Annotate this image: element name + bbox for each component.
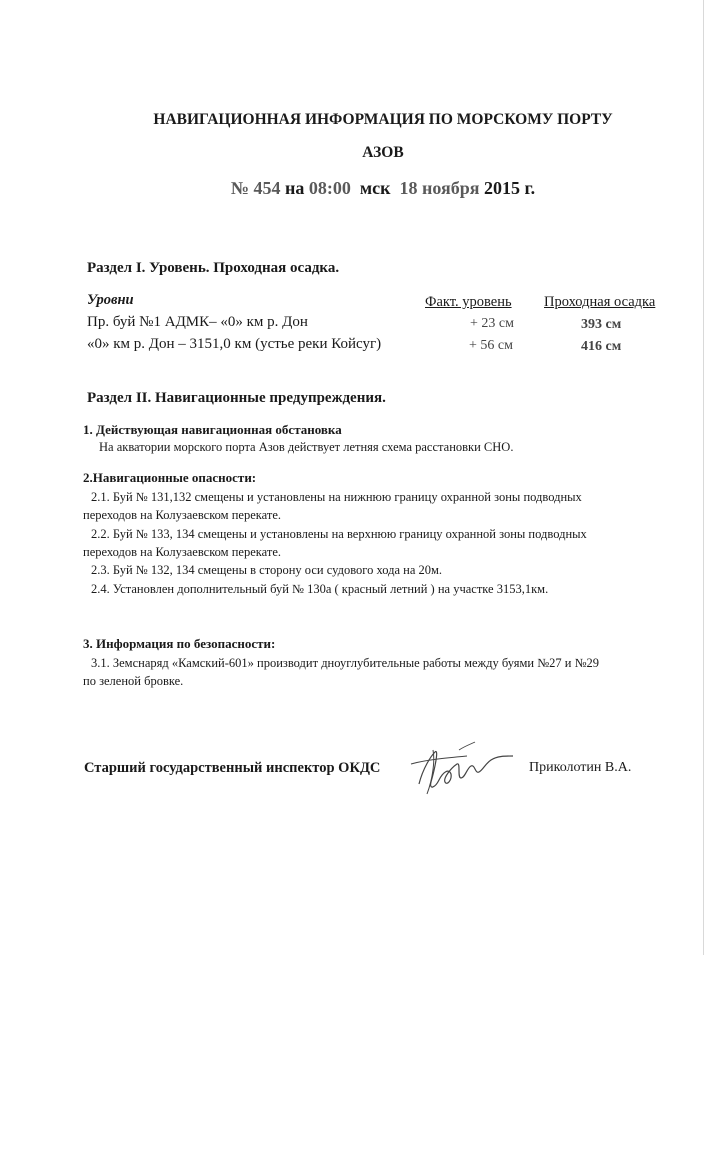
issue-at-label: на — [284, 178, 305, 198]
levels-column-header: Уровни — [87, 292, 134, 308]
level-row-fact: + 23 см — [470, 316, 514, 331]
issue-date: 18 ноября — [399, 178, 480, 198]
fact-level-column-header: Факт. уровень — [425, 294, 512, 310]
section1-title: Раздел I. Уровень. Проходная осадка. — [87, 260, 340, 276]
safety-info-heading: 3. Информация по безопасности: — [83, 636, 276, 651]
hazard-item: 2.3. Буй № 132, 134 смещены в сторону оси судового хода на 20м. — [91, 563, 443, 577]
signatory-name: Приколотин В.А. — [529, 760, 632, 775]
safety-info-line: по зеленой бровке. — [83, 674, 184, 688]
hazard-item: 2.4. Установлен дополнительный буй № 130а ( красный летний ) на участке 3153,1км. — [91, 582, 549, 596]
hazard-item-continuation: переходов на Колузаевском перекате. — [83, 508, 281, 522]
hazard-item: 2.1. Буй № 131,132 смещены и установлены на нижнюю границу охранной зоны подводных — [91, 490, 582, 504]
current-situation-text: На акватории морского порта Азов действует летняя схема расстановки СНО. — [99, 440, 514, 454]
hazard-item-continuation: переходов на Колузаевском перекате. — [83, 545, 281, 559]
hazards-heading: 2.Навигационные опасности: — [83, 470, 257, 485]
level-row-name: «0» км р. Дон – 3151,0 км (устье реки Койсуг) — [87, 336, 382, 352]
section2-title: Раздел II. Навигационные предупреждения. — [87, 390, 386, 406]
port-name: АЗОВ — [362, 144, 404, 161]
issue-timezone: мск — [359, 178, 391, 198]
current-situation-heading: 1. Действующая навигационная обстановка — [83, 422, 342, 437]
handwritten-signature — [405, 738, 517, 796]
level-row-fact: + 56 см — [469, 338, 513, 353]
issue-time: 08:00 — [308, 178, 351, 198]
level-row-draft: 416 см — [581, 339, 622, 354]
issue-no-label: № — [230, 178, 249, 198]
issue-line — [0, 178, 714, 199]
document-title: НАВИГАЦИОННАЯ ИНФОРМАЦИЯ ПО МОРСКОМУ ПОРТУ — [153, 111, 613, 128]
hazard-item: 2.2. Буй № 133, 134 смещены и установлены на верхнюю границу охранной зоны подводных — [91, 527, 587, 541]
safety-info-line: 3.1. Земснаряд «Камский-601» производит дноуглубительные работы между буями №27 и №29 — [91, 656, 599, 670]
level-row-draft: 393 см — [581, 317, 622, 332]
draft-column-header: Проходная осадка — [544, 294, 656, 310]
issue-number: 454 — [253, 178, 281, 198]
issue-year: 2015 г. — [483, 178, 536, 198]
signatory-position: Старший государственный инспектор ОКДС — [84, 760, 381, 776]
level-row-name: Пр. буй №1 АДМК– «0» км р. Дон — [87, 314, 308, 330]
